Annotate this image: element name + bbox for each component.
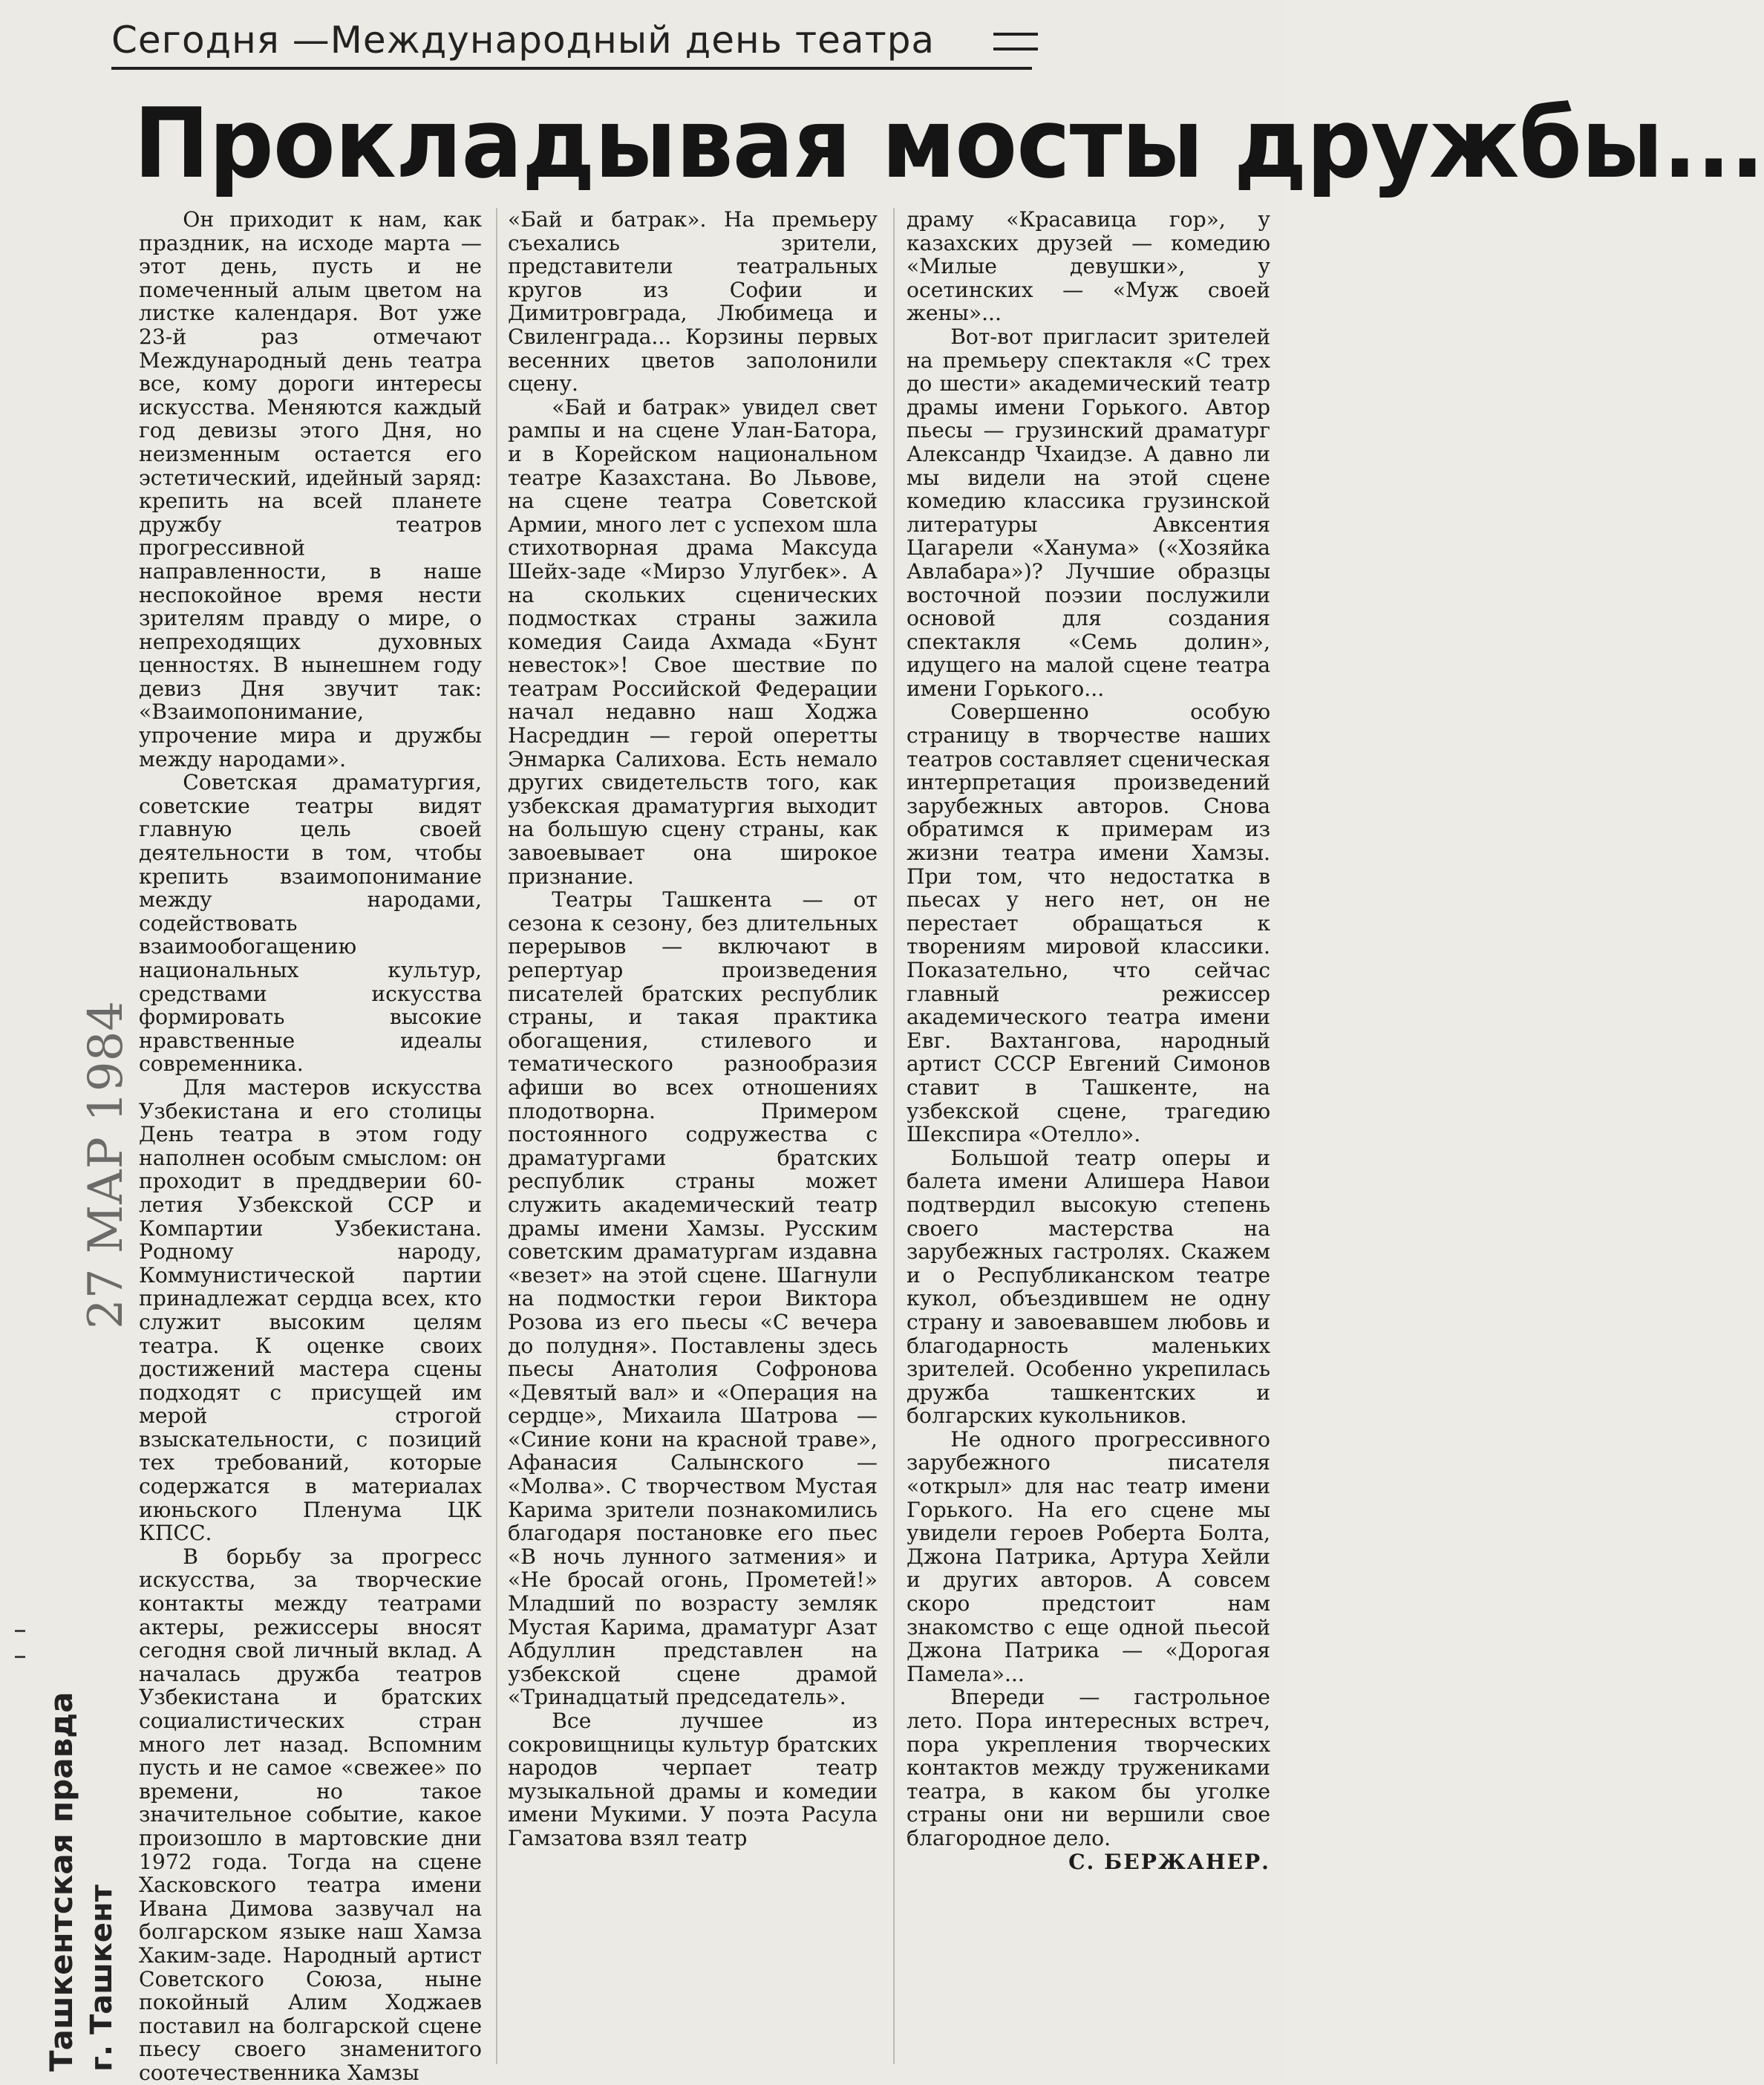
paragraph: В борьбу за прогресс искусства, за творческие контакты между театрами актеры, режиссеры вносят сегодня свой личный вклад. А началась дружба театров Узбекистана и братских социалистических стран много лет назад. Вспомним пусть и не самое «свежее» по времени, но такое значительное событие, какое произошло в мартовские дни 1972 года. Тогда на сцене Хасковского театра имени Ивана Димова зазвучал на болгарском языке наш Хамза Хаким-заде. Народный артист Советского Союза, ныне покойный Алим Ходжаев поставил на болгарской сцене пьесу своего знаменитого соотечественника Хамзы xyxy=(139,1544,482,2085)
column-divider xyxy=(893,208,895,2064)
paragraph: Он приходит к нам, как праздник, на исходе марта — этот день, пусть и не помеченный алым цветом на листке календаря. Вот уже 23-й раз отмечают Международный день театра все, кому дороги интересы искусства. Меняются каждый год девизы этого Дня, но неизменным остается его эстетический, идейный заряд: крепить на всей планете дружбу театров прогрессивной направленности, в наше неспокойное время нести зрителям правду о мире, о непреходящих духовных ценностях. В нынешнем году девиз Дня звучит так: «Взаимопонимание, упрочение мира и дружбы между народами». xyxy=(139,207,482,771)
paragraph: Совершенно особую страницу в творчестве наших театров составляет сценическая интерпретация произведений зарубежных авторов. Снова обратимся к примерам из жизни театра имени Хамзы. При том, что недостатка в пьесах у него нет, он не перестает обращаться к творениям мировой классики. Показательно, что сейчас главный режиссер академического театра имени Евг. Вахтангова, народный артист СССР Евгений Симонов ставит в Ташкенте, на узбекской сцене, трагедию Шекспира «Отелло». xyxy=(906,699,1270,1147)
paragraph: Для мастеров искусства Узбекистана и его столицы День театра в этом году наполнен особым смыслом: он проходит в преддверии 60-летия Узбекской ССР и Компартии Узбекистана. Родному народу, Коммунистической партии принадлежат сердца всех, кто служит высоким целям театра. К оценке своих достижений мастера сцены подходят с присущей им мерой строгой взыскательности, с позиций тех требований, которые содержатся в материалах июньского Пленума ЦК КПСС. xyxy=(139,1074,482,1546)
rubric-end-mark xyxy=(993,33,1038,50)
newspaper-name-stamp: Ташкентская правда xyxy=(43,1691,79,2072)
paragraph: Театры Ташкента — от сезона к сезону, без длительных перерывов — включают в репертуар произведения писателей братских республик страны, и такая практика обогащения, стилевого и тематического разнообразия афиши во всех отношениях плодотворна. Примером постоянного содружества с драматургами братских республик страны может служить академический театр драмы имени Хамзы. Русским советским драматургам издавна «везет» на этой сцене. Шагнули на подмостки герои Виктора Розова из его пьесы «С вечера до полудня». Поставлены здесь пьесы Анатолия Софронова «Девятый вал» и «Операция на сердце», Михаила Шатрова — «Синие кони на красной траве», Афанасия Салынского — «Молва». С творчеством Мустая Карима зрители познакомились благодаря постановке его пьес «В ночь лунного затмения» и «Не бросай огонь, Прометей!» Младший по возрасту земляк Мустая Карима, драматург Азат Абдуллин представлен на узбекской сцене драмой «Тринадцатый председатель». xyxy=(508,887,878,1710)
paragraph: Не одного прогрессивного зарубежного писателя «открыл» для нас театр имени Горького. На его сцене мы увидели героев Роберта Болта, Джона Патрика, Артура Хейли и других авторов. А совсем скоро предстоит нам знакомство с еще одной пьесой Джона Патрика — «Дорогая Памела»... xyxy=(906,1426,1270,1686)
article-headline: Прокладывая мосты дружбы... xyxy=(134,87,1764,200)
rubric-banner: Сегодня —Международный день театра xyxy=(111,13,1032,70)
paragraph: «Бай и батрак» увидел свет рампы и на сцене Улан-Батора, и в Корейском национальном театре Казахстана. Во Львове, на сцене театра Советской Армии, много лет с успехом шла стихотворная драма Максуда Шейх-заде «Мирзо Улугбек». А на скольких сценических подмостках страны зажила комедия Саида Ахмада «Бунт невесток»! Свое шествие по театрам Российской Федерации начал недавно наш Ходжа Насреддин — герой оперетты Энмарка Салихова. Есть немало других свидетельств того, как узбекская драматургия выходит на большую сцену страны, как завоевывает она широкое признание. xyxy=(508,394,878,889)
author-signature: С. БЕРЖАНЕР. xyxy=(1068,1849,1270,1874)
paragraph: Советская драматургия, советские театры видят главную цель своей деятельности в том, чтобы крепить взаимопонимание между народами, содействовать взаимообогащению национальных культур, средствами искусства формировать высокие нравственные идеалы современника. xyxy=(139,770,482,1077)
paragraph: Вот-вот пригласит зрителей на премьеру спектакля «С трех до шести» академический театр драмы имени Горького. Автор пьесы — грузинский драматург Александр Чхаидзе. А давно ли мы видели на этой сцене комедию классика грузинской литературы Авксентия Цагарели «Ханума» («Хозяйка Авлабара»)? Лучшие образцы восточной поэзии послужили основой для создания спектакля «Семь долин», идущего на малой сцене театра имени Горького... xyxy=(906,324,1270,701)
city-stamp: г. Ташкент xyxy=(85,1885,119,2072)
column-divider xyxy=(496,208,497,2064)
paragraph: Впереди — гастрольное лето. Пора интересных встреч, пора укрепления творческих контактов между тружениками театра, в каком бы уголке страны они ни вершили свое благородное дело. xyxy=(906,1685,1270,1850)
paragraph: Все лучшее из сокровищницы культур братских народов черпает театр музыкальной драмы и комедии имени Мукими. У поэта Расула Гамзатова взял театр xyxy=(508,1709,878,1850)
paragraph: драму «Красавица гор», у казахских друзей — комедию «Милые девушки», у осетинских — «Муж своей жены»... xyxy=(906,207,1270,326)
article-column-1 xyxy=(139,208,482,2085)
article-column-3 xyxy=(906,208,1270,1873)
paragraph: «Бай и батрак». На премьеру съехались зрители, представители театральных кругов из Софии и Димитровграда, Любимеца и Свиленграда... Корзины первых весенних цветов заполонили сцену. xyxy=(508,207,878,397)
article-column-2 xyxy=(508,208,878,1850)
margin-tick xyxy=(15,1630,25,1632)
paragraph: Большой театр оперы и балета имени Алишера Навои подтвердил высокую степень своего мастерства на зарубежных гастролях. Скажем и о Республиканском театре кукол, объездившем не одну страну и завоевавшем любовь и благодарность маленьких зрителей. Особенно укрепилась дружба ташкентских и болгарских кукольников. xyxy=(906,1145,1270,1429)
date-stamp: 27 МАР 1984 xyxy=(79,1000,134,1329)
margin-tick xyxy=(15,1656,25,1658)
